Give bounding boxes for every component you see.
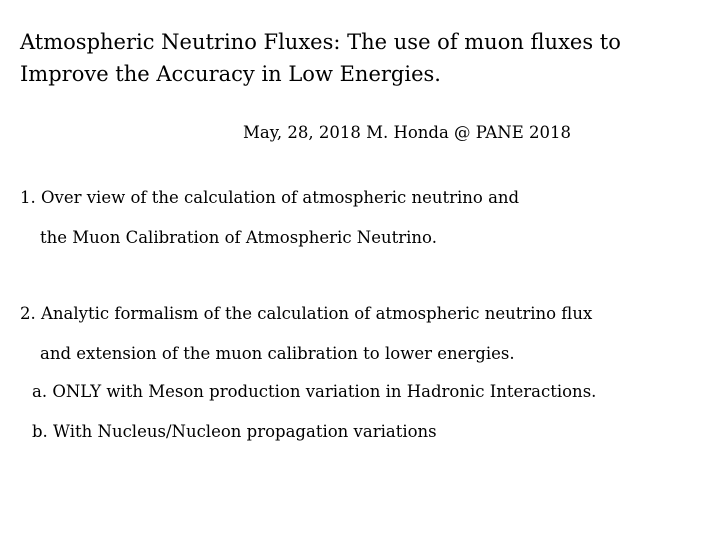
item-2-subitem-b: b. With Nucleus/Nucleon propagation variations (32, 422, 437, 441)
item-2-line-2: and extension of the muon calibration to lower energies. (40, 344, 515, 363)
item-1-line-1: 1. Over view of the calculation of atmospheric neutrino and (20, 188, 520, 207)
slide-title-line-2: Improve the Accuracy in Low Energies. (20, 62, 441, 86)
item-2-line-1: 2. Analytic formalism of the calculation of atmospheric neutrino flux (20, 304, 593, 323)
item-2-subitem-a: a. ONLY with Meson production variation in Hadronic Interactions. (32, 382, 597, 401)
slide-title (20, 26, 700, 90)
item-1-line-2: the Muon Calibration of Atmospheric Neutrino. (40, 228, 437, 247)
slide-subtitle: May, 28, 2018 M. Honda @ PANE 2018 (243, 123, 572, 142)
slide-title-line-1: Atmospheric Neutrino Fluxes: The use of muon fluxes to (20, 30, 621, 54)
